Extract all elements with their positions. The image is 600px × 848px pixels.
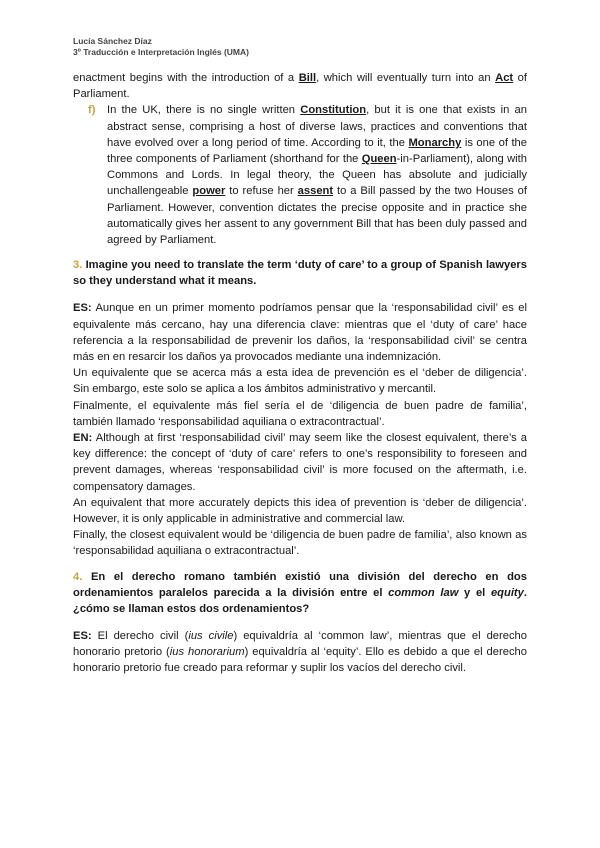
text-run: -in-Parliament), along with Commons and Lords. In legal theory, the Queen has absolute and judicially unchallengeable [107, 153, 527, 198]
lang-label-es: ES: [73, 629, 92, 642]
italic-term: ius civile [188, 629, 234, 642]
author-name: Lucía Sánchez Díaz [73, 36, 152, 46]
list-marker: f) [88, 104, 96, 117]
answer-3-en-p3: Finally, the closest equivalent would be ‘diligencia de buen padre de familia’, also known as ‘responsabilidad aquiliana o extracontractual’. [73, 529, 527, 558]
text-run: ) equivaldría al ‘equity’. Ello es debido a que el derecho honorario pretorio fue creado para reformar y suplir los vacíos del derecho civil. [73, 646, 527, 675]
answer-3-es-p1 [73, 300, 527, 365]
question-number: 3. [73, 259, 83, 272]
term-bill: Bill [298, 72, 317, 84]
answer-3-en-p1 [73, 430, 527, 495]
text-run: , but it is one that exists in an abstract sense, comprising a host of diverse laws, practices and conventions that have evolved over a long period of time. According to it, the [107, 104, 528, 149]
text-run: Aunque en un primer momento podríamos pensar que la ‘responsabilidad civil’ es el equivalente más cercano, hay una diferencia clave: mientras que el ‘duty of care’ hace referencia a la responsabilidad de prevenir los daños, la ‘responsabilidad civil’ se centra más en en resarcir los daños ya provocados mediante una indemnización. [73, 302, 527, 364]
term-monarchy: Monarchy [408, 136, 462, 149]
term-constitution: Constitution [300, 104, 367, 117]
italic-term: ius honorarium [169, 646, 245, 659]
text-run: to a Bill passed by the two Houses of Parliament. However, convention dictates the precise opposite and in practice she automatically gives her assent to any government Bill that has been duly passed and agreed by Parliament. [107, 185, 527, 247]
text-run: enactment begins with the introduction of a [73, 72, 299, 84]
italic-term: equity [490, 586, 524, 599]
page-header [73, 36, 249, 58]
text-run: . ¿cómo se llaman estos dos ordenamientos? [73, 586, 527, 615]
text-run: , which will eventually turn into an [316, 72, 496, 84]
lang-label-en: EN: [73, 432, 93, 445]
list-item-f [73, 102, 527, 248]
text-run: El derecho civil ( [91, 629, 189, 642]
text-run: to refuse her [225, 185, 298, 198]
term-power: power [192, 185, 226, 198]
answer-3-es-p2: Un equivalente que se acerca más a esta idea de prevención es el ‘deber de diligencia’. Sin embargo, este solo se aplica a los ámbitos administrativo y mercantil. [73, 367, 527, 396]
question-text: Imagine you need to translate the term ‘duty of care’ to a group of Spanish lawyers so they understand what it means. [73, 259, 527, 288]
term-act: Act [495, 72, 514, 84]
text-run: is one of the three components of Parliament (shorthand for the [107, 136, 527, 166]
text-run: ) equivaldría al ‘common law’, mientras que el derecho honorario pretorio ( [73, 629, 527, 659]
question-number: 4. [73, 570, 83, 583]
text-run: In the UK, there is no single written [107, 104, 301, 117]
item-e-continuation [73, 70, 527, 102]
text-run: y el [458, 586, 491, 599]
term-assent: assent [297, 185, 334, 198]
italic-term: common law [388, 586, 459, 599]
course-info: 3º Traducción e Interpretación Inglés (UMA) [73, 47, 249, 57]
question-4 [73, 569, 527, 617]
term-queen: Queen [361, 153, 397, 166]
text-run: Although at first ‘responsabilidad civil’ may seem like the closest equivalent, there’s a key difference: the concept of ‘duty of care’ refers to one’s responsibility to foreseen and prevent damages, whereas ‘responsabilidad civil’ is more focused on the aftermath, i.e. compensatory damages. [73, 432, 527, 493]
answer-3-es-p3: Finalmente, el equivalente más fiel sería el de ‘diligencia de buen padre de familia’, también llamado ‘responsabilidad aquiliana o extracontractual’. [73, 399, 527, 428]
lang-label-es: ES: [73, 302, 92, 315]
answer-3-en-p2: An equivalent that more accurately depicts this idea of prevention is ‘deber de diligencia’. However, it is only applicable in administrative and commercial law. [73, 496, 527, 526]
text-run: En el derecho romano también existió una división del derecho en dos ordenamientos paralelos parecida a la división entre el [73, 570, 527, 599]
document-body [73, 70, 527, 676]
question-3 [73, 257, 527, 289]
answer-4-es [73, 628, 527, 677]
text-run: of Parliament. [73, 72, 527, 101]
